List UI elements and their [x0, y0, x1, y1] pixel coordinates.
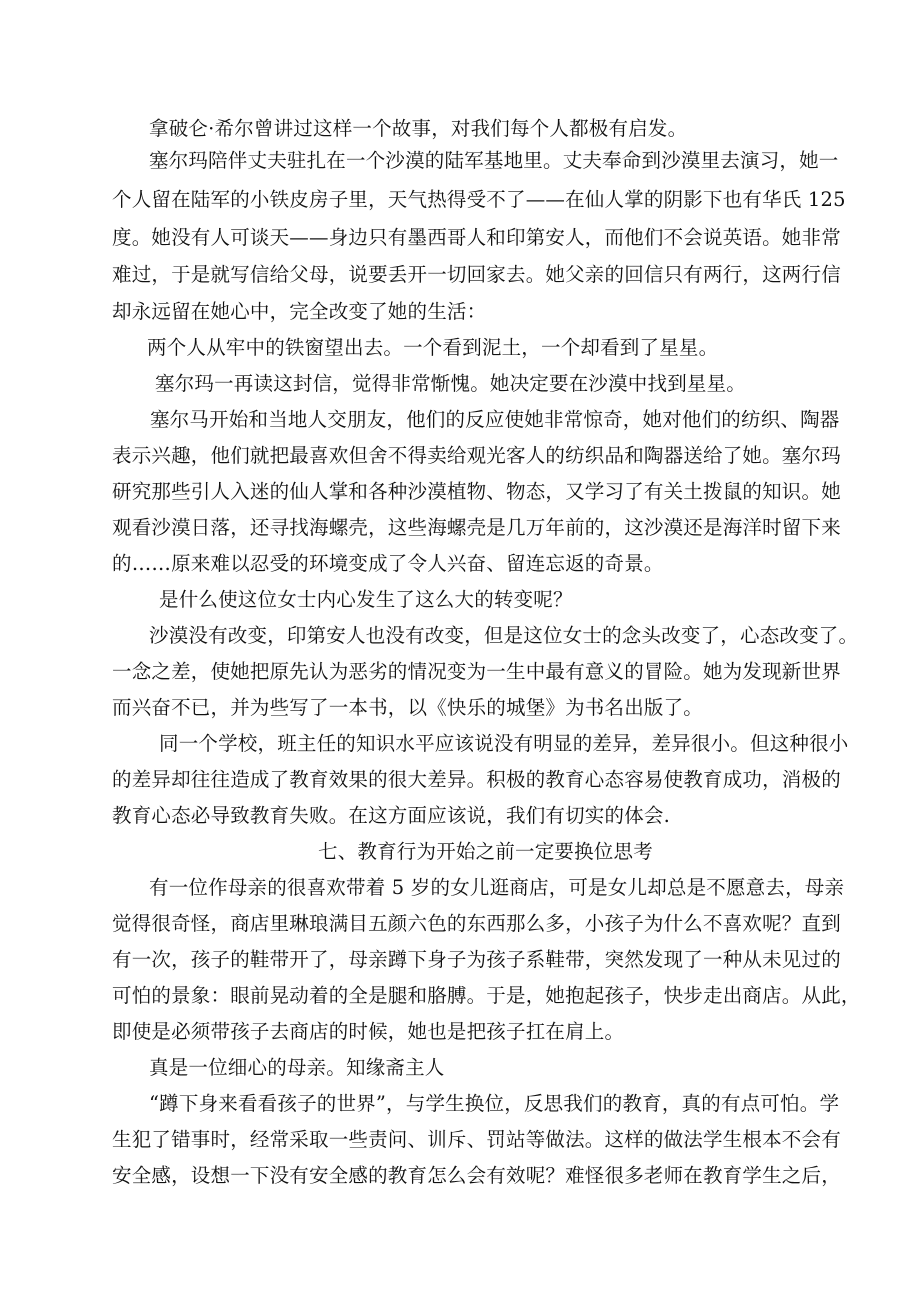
text-line: 安全感，设想一下没有安全感的教育怎么会有效呢？难怪很多老师在教育学生之后，: [112, 1164, 841, 1187]
text-line: 是什么使这位女士内心发生了这么大的转变呢？: [159, 588, 573, 611]
text-line: 却永远留在她心中，完全改变了她的生活：: [112, 300, 487, 323]
text-line: 一念之差，使她把原先认为恶劣的情况变为一生中最有意义的冒险。她为发现新世界: [112, 660, 841, 683]
text-line: 生犯了错事时，经常采取一些责问、训斥、罚站等做法。这样的做法学生根本不会有: [112, 1128, 841, 1151]
text-line: 表示兴趣，他们就把最喜欢但舍不得卖给观光客人的纺织品和陶器送给了她。塞尔玛: [112, 444, 841, 467]
text-line: 有一位作母亲的很喜欢带着 5 岁的女儿逛商店，可是女儿却总是不愿意去，母亲: [149, 876, 845, 899]
text-line: 的……原来难以忍受的环境变成了令人兴奋、留连忘返的奇景。: [112, 552, 664, 575]
text-line: “蹲下身来看看孩子的世界”，与学生换位，反思我们的教育，真的有点可怕。学: [149, 1092, 840, 1115]
text-line: 塞尔玛陪伴丈夫驻扎在一个沙漠的陆军基地里。丈夫奉命到沙漠里去演习，她一: [149, 149, 839, 172]
text-line: 教育心态必导致教育失败。在这方面应该说，我们有切实的体会.: [112, 804, 670, 827]
text-line: 度。她没有人可谈天——身边只有墨西哥人和印第安人，而他们不会说英语。她非常: [112, 226, 841, 249]
text-line: 即使是必须带孩子去商店的时候，她也是把孩子扛在肩上。: [112, 1020, 625, 1043]
text-line: 可怕的景象：眼前晃动着的全是腿和胳膊。于是，她抱起孩子，快步走出商店。从此，: [112, 984, 861, 1007]
text-line: 沙漠没有改变，印第安人也没有改变，但是这位女士的念头改变了，心态改变了。: [149, 624, 859, 647]
text-line: 塞尔玛一再读这封信，觉得非常惭愧。她决定要在沙漠中找到星星。: [155, 372, 747, 395]
text-line: 的差异却往往造成了教育效果的很大差异。积极的教育心态容易使教育成功，消极的: [112, 768, 841, 791]
text-line: 观看沙漠日落，还寻找海螺壳，这些海螺壳是几万年前的，这沙漠还是海洋时留下来: [112, 516, 841, 539]
text-line: 研究那些引人入迷的仙人掌和各种沙漠植物、物态，又学习了有关土拨鼠的知识。她: [112, 480, 841, 503]
text-line: 而兴奋不已，并为些写了一本书，以《快乐的城堡》为书名出版了。: [112, 696, 704, 719]
text-line: 难过，于是就写信给父母，说要丢开一切回家去。她父亲的回信只有两行，这两行信: [112, 263, 841, 286]
text-line: 两个人从牢中的铁窗望出去。一个看到泥土，一个却看到了星星。: [147, 336, 719, 359]
text-line: 塞尔马开始和当地人交朋友，他们的反应使她非常惊奇，她对他们的纺织、陶器: [150, 408, 840, 431]
text-line: 真是一位细心的母亲。知缘斋主人: [149, 1056, 445, 1079]
text-line: 同一个学校，班主任的知识水平应该说没有明显的差异，差异很小。但这种很小: [159, 732, 849, 755]
text-line: 有一次，孩子的鞋带开了，母亲蹲下身子为孩子系鞋带，突然发现了一种从未见过的: [112, 948, 841, 971]
text-line: 拿破仑·希尔曾讲过这样一个故事，对我们每个人都极有启发。: [149, 117, 688, 140]
text-line: 觉得很奇怪，商店里琳琅满目五颜六色的东西那么多，小孩子为什么不喜欢呢？直到: [112, 912, 841, 935]
section-heading: 七、教育行为开始之前一定要换位思考: [318, 840, 653, 863]
text-line: 个人留在陆军的小铁皮房子里，天气热得受不了——在仙人掌的阴影下也有华氏 125: [112, 188, 846, 211]
